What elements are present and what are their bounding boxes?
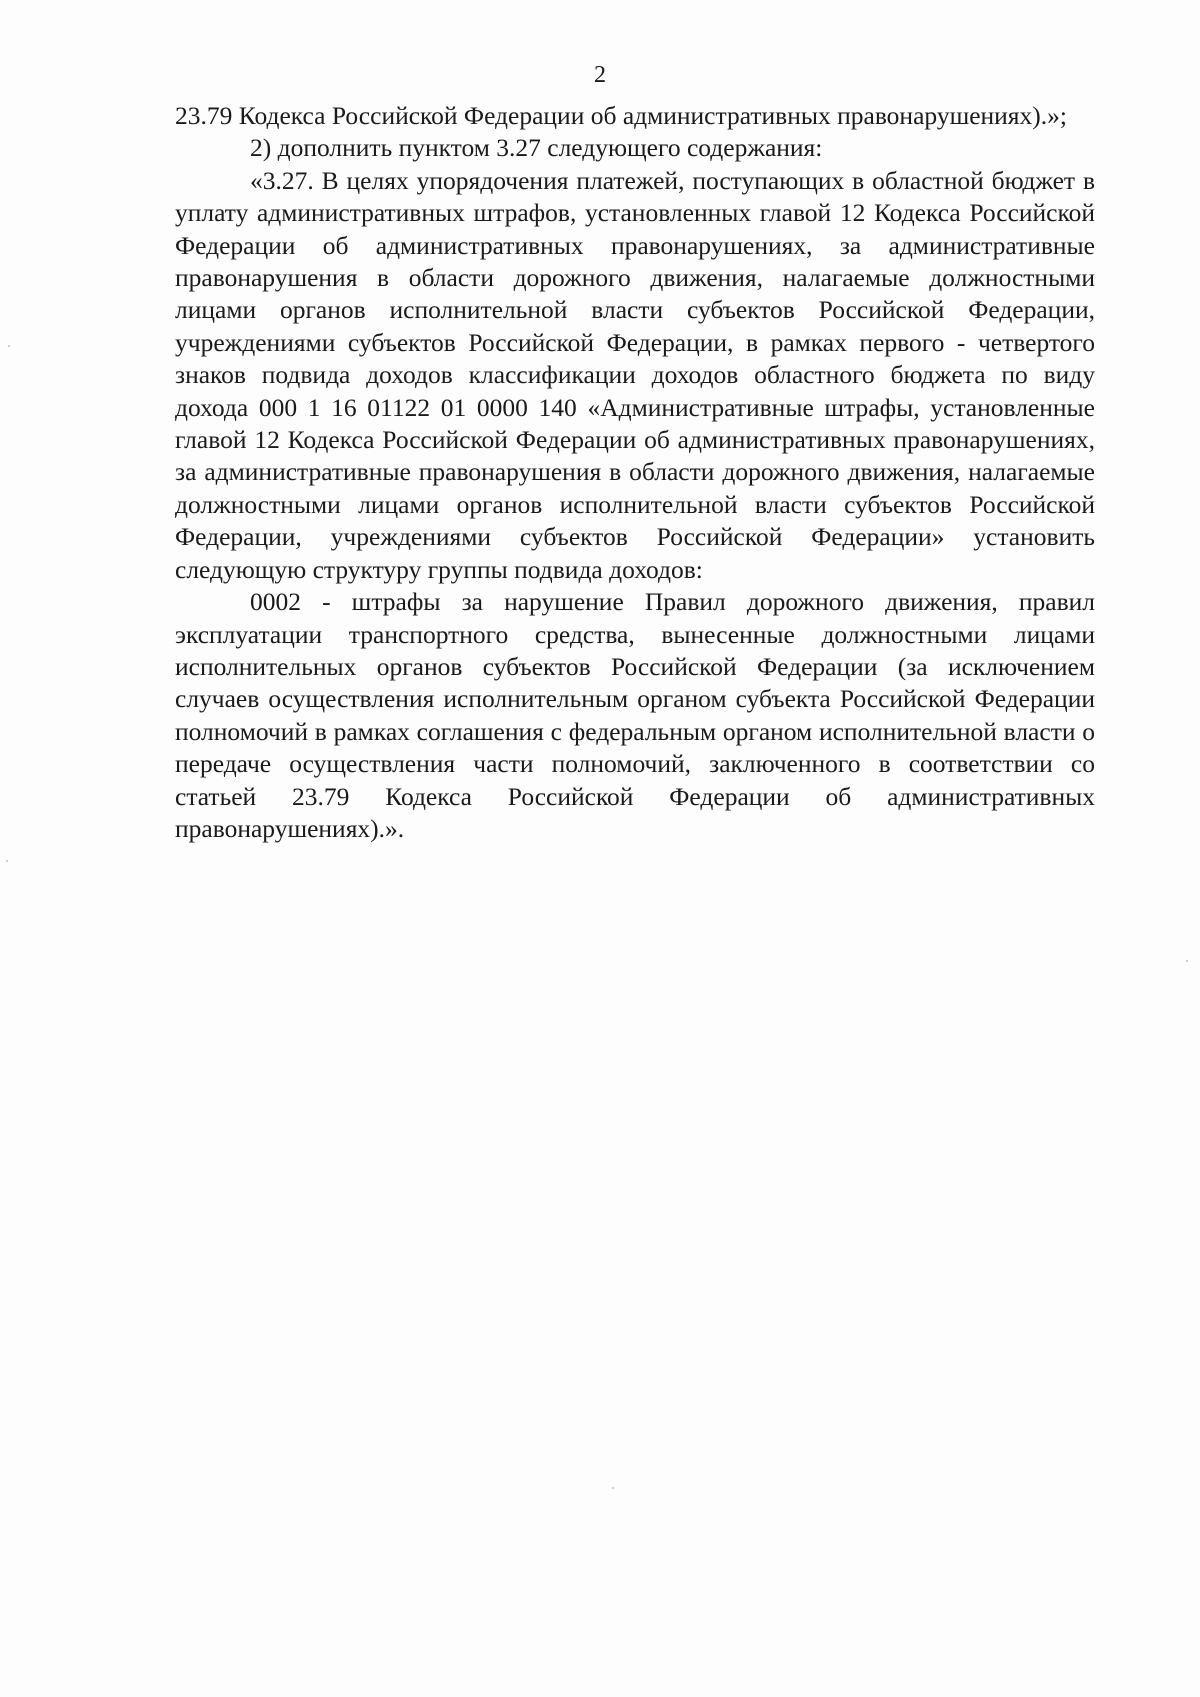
document-body <box>175 100 1095 845</box>
paragraph-clause-3-27: «3.27. В целях упорядочения платежей, поступающих в областной бюджет в уплату административных штрафов, установленных главой 12 Кодекса Российской Федерации об административных правонарушениях, за административные правонарушения в области дорожного движения, налагаемые должностными лицами органов исполнительной власти субъектов Российской Федерации, учреждениями субъектов Российской Федерации, в рамках первого - четвертого знаков подвида доходов классификации доходов областного бюджета по виду дохода 000 1 16 01122 01 0000 140 «Административные штрафы, установленные главой 12 Кодекса Российской Федерации об административных правонарушениях, за административные правонарушения в области дорожного движения, налагаемые должностными лицами органов исполнительной власти субъектов Российской Федерации, учреждениями субъектов Российской Федерации» установить следующую структуру группы подвида доходов: <box>175 165 1095 584</box>
scan-speck <box>1186 960 1188 962</box>
scan-speck <box>8 345 10 347</box>
page-number: 2 <box>594 62 606 88</box>
paragraph-amendment-item: 2) дополнить пунктом 3.27 следующего содержания: <box>250 133 823 163</box>
paragraph-code-0002: 0002 - штрафы за нарушение Правил дорожного движения, правил эксплуатации транспортного средства, вынесенные должностными лицами исполнительных органов субъектов Российской Федерации (за исключением случаев осуществления исполнительным органом субъекта Российской Федерации полномочий в рамках соглашения с федеральным органом исполнительной власти о передаче осуществления части полномочий, заключенного в соответствии со статьей 23.79 Кодекса Российской Федерации об административных правонарушениях).». <box>175 587 1095 843</box>
paragraph-continuation: 23.79 Кодекса Российской Федерации об административных правонарушениях).»; <box>175 101 1067 130</box>
scan-speck <box>612 1487 614 1489</box>
scan-speck <box>6 860 8 862</box>
